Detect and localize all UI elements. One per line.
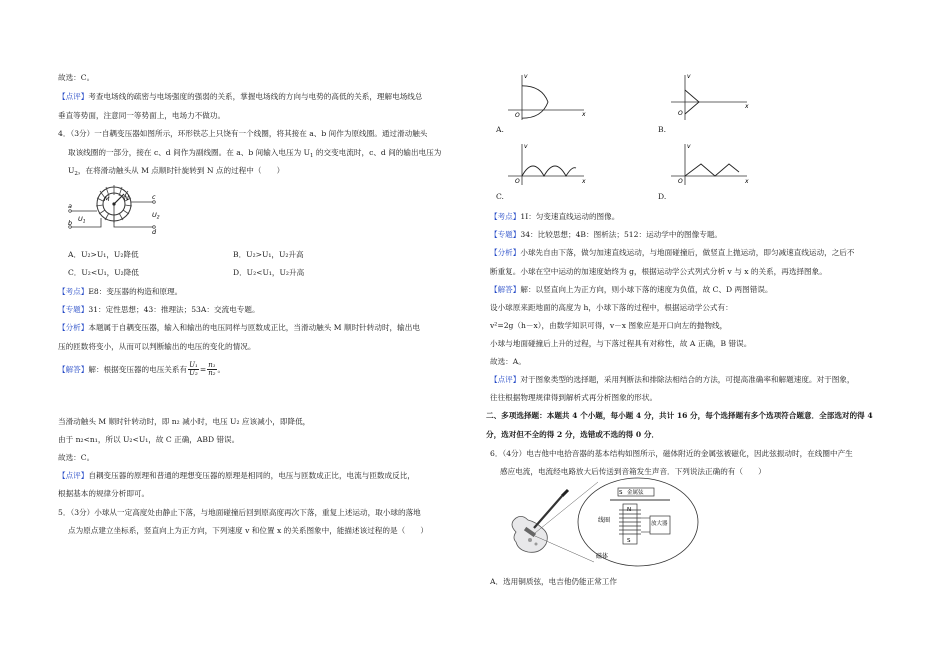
s-pole-top: S (619, 490, 623, 496)
terminal-a-label: a (68, 202, 72, 210)
analysis-line-1 (58, 323, 420, 333)
analysis-tag: 【分析】 (490, 248, 521, 257)
axis-v-label: v (687, 143, 691, 150)
u1-label: $U_1$ (78, 215, 86, 225)
topic-text: 34：比较思想；4B：图析法；512：运动学中的图像专题。 (520, 230, 723, 239)
comment-line-2: 根据基本的规律分析即可。 (58, 489, 150, 498)
graph-c-label: C. (496, 192, 504, 201)
q4-u-sub: 2 (74, 171, 78, 177)
metal-string-label: 金属弦 (627, 490, 644, 496)
comment-tag: 【点评】 (490, 375, 521, 384)
axis-x-label: x (745, 103, 749, 110)
knowledge-point-tag: 【考点】 (490, 212, 521, 221)
solution-tag: 【解答】 (490, 285, 521, 294)
solution-line-1 (490, 285, 773, 295)
q4-text-2: 的交变电流时，c、d 间的输出电压为 (313, 148, 442, 157)
axis-x-label: x (582, 111, 586, 118)
graph-a[interactable] (502, 70, 592, 130)
q4-u: U (68, 166, 75, 175)
point-m-label: M (104, 195, 110, 203)
axis-v-label: v (524, 143, 528, 150)
comment-line-1 (58, 471, 415, 481)
review-text: 考查电场线的疏密与电场强度的强弱的关系，掌握电场线的方向与电势的高低的关系，理解电场线总 (88, 92, 423, 101)
graph-b-label: B. (658, 125, 666, 134)
option-c[interactable]: C．U₂<U₁，U₂降低 (68, 268, 139, 277)
origin-label: O (515, 112, 520, 119)
solution-line-2: 设小球原来距地面的高度为 h，小球下落的过程中，根据运动学公式有： (490, 303, 733, 312)
graph-c[interactable] (502, 140, 592, 195)
terminal-b-label: b (68, 219, 73, 227)
comment-text: 对于图象类型的选择题，采用判断法和排除法相结合的方法，可提高准确率和解题速度。对于图象， (520, 375, 855, 384)
electric-guitar-icon (512, 490, 568, 552)
knowledge-point-tag: 【考点】 (58, 287, 89, 296)
q4-text: 取该线圈的一部分，接在 c、d 间作为副线圈。在 a、b 间输入电压为 U (68, 148, 310, 157)
magnet-label: 磁体 (596, 553, 609, 560)
terminal-d-label: d (152, 228, 157, 236)
knowledge-point-text: E8：变压器的构造和原理。 (88, 287, 183, 296)
review-line (58, 92, 423, 102)
review-tag: 【点评】 (58, 92, 89, 101)
u2-label: $U_2$ (152, 211, 160, 221)
analysis-text: 小球先自由下落，做匀加速直线运动，与地面碰撞后，做竖直上抛运动，即匀减速直线运动，之后不 (520, 248, 855, 257)
autotransformer-diagram (68, 180, 168, 236)
solution-line-4: 小球与地面碰撞后上升的过程，与下落过程具有对称性，故 A 正确，B 错误。 (490, 339, 752, 348)
solution-line-3: 由于 n₂<n₁，所以 U₂<U₁，故 C 正确，ABD 错误。 (58, 435, 240, 444)
analysis-text: 本题属于自耦变压器，输入和输出的电压同样与匝数成正比，当滑动触头 M 顺时针转动时，输出电 (88, 323, 420, 332)
question-6-line-1: 6．（4分）电吉他中电拾音器的基本结构如图所示，磁体附近的金属弦被磁化，因此弦振动时，在线圈中产生 (490, 449, 853, 458)
analysis-line-1 (490, 248, 855, 258)
solution-line-4: 故选：C。 (58, 453, 95, 462)
topic-text: 31：定性思想；43：推理法；53A：交流电专题。 (88, 305, 260, 314)
review-line-2: 垂直等势面，注意同一等势面上，电场力不做功。 (58, 111, 226, 120)
comment-tag: 【点评】 (58, 471, 89, 480)
answer-line: 故选：C。 (58, 73, 95, 82)
n-pole: N (627, 507, 632, 513)
solution-line-3: v²=2g（h－x），由数学知识可得，v－x 图象应是开口向左的抛物线， (490, 321, 728, 330)
amplifier-label: 放大器 (651, 521, 668, 527)
question-4-line-3 (68, 166, 284, 178)
origin-label: O (678, 178, 683, 185)
question-5-line-2: 点为原点建立坐标系，竖直向上为正方向，下列速度 v 和位置 x 的关系图象中，能描述该过程的是（ ） (68, 526, 428, 535)
graph-b[interactable] (665, 70, 755, 130)
analysis-tag: 【分析】 (58, 323, 89, 332)
section-2-heading-line-1: 二、多项选择题：本题共 4 个小题，每小题 4 分，共计 16 分，每个选择题有多个选项符合题意．全部选对的得 4 (486, 411, 873, 420)
topic-tag: 【专题】 (490, 230, 521, 239)
graph-d-label: D. (658, 192, 667, 201)
voltage-fraction: $\frac{\text{U₁}}{\text{U₂}}$ (189, 361, 198, 378)
q4-sub: 1 (310, 153, 314, 159)
solution-text: 解：以竖直向上为正方向，则小球下落的速度为负值，故 C、D 两图错误。 (520, 285, 773, 294)
question-4-line-2 (68, 148, 441, 160)
topic-line (58, 305, 260, 315)
axis-v-label: v (687, 73, 691, 80)
question-6-line-2: 感应电流，电流经电路放大后传送到音箱发生声音．下列说法正确的有（ ） (500, 467, 766, 476)
coil-label: 线圈 (598, 517, 611, 524)
comment-text: 自耦变压器的原理和普通的理想变压器的原理是相同的，电压与匝数成正比，电流与匝数成反比， (88, 471, 415, 480)
solution-text: 解：根据变压器的电压关系有 (88, 364, 188, 374)
terminal-c-label: c (152, 193, 156, 201)
analysis-line-2: 断重复。小球在空中运动的加速度始终为 g，根据运动学公式列式分析 v 与 x 的关系，再选择图象。 (490, 267, 827, 276)
option-a[interactable]: A．U₂>U₁，U₂降低 (68, 250, 139, 259)
knowledge-point-line (58, 287, 182, 297)
axis-x-label: x (582, 178, 586, 185)
solution-tag: 【解答】 (58, 364, 89, 374)
graph-a-label: A. (496, 125, 504, 134)
analysis-line-2: 压的匝数将变小，从而可以判断输出的电压的变化的情况。 (58, 342, 256, 351)
origin-label: O (515, 178, 520, 185)
knowledge-point-text: 1I：匀变速直线运动的图像。 (520, 212, 620, 221)
guitar-pickup-diagram (490, 476, 705, 568)
q4-text-3: ，在将滑动触头从 M 点顺时针旋转到 N 点的过程中（ ） (77, 166, 285, 175)
solution-line-1: 【解答】解：根据变压器的电压关系有 $\frac{\text{U₁}}{\text{U₂}}$ = $\frac{\text{n₁}}{\text{n₂}}$ 。 (58, 361, 226, 378)
topic-line (490, 230, 722, 240)
question-4-line-1: 4．（3分）一自耦变压器如图所示，环形铁芯上只饶有一个线圈，将其接在 a、b 间作为原线圈。通过滑动触头 (58, 129, 428, 138)
topic-tag: 【专题】 (58, 305, 89, 314)
comment-line-1 (490, 375, 855, 385)
q6-option-a[interactable]: A．选用铜质弦，电吉他仍能正常工作 (490, 577, 617, 586)
section-2-heading-line-2: 分，选对但不全的得 2 分，选错或不选的得 0 分． (486, 430, 660, 439)
turns-fraction: $\frac{\text{n₁}}{\text{n₂}}$ (208, 361, 216, 378)
option-b[interactable]: B．U₂>U₁，U₂升高 (233, 250, 304, 259)
axis-v-label: v (524, 73, 528, 80)
point-n-label: N (124, 194, 129, 202)
question-5-line-1: 5．（3分）小球从一定高度处由静止下落，与地面碰撞后回到原高度再次下落，重复上述运动，取小球的落地 (58, 508, 421, 517)
knowledge-point-line (490, 212, 619, 222)
option-d[interactable]: D．U₂<U₁，U₂升高 (233, 268, 305, 277)
solution-line-5: 故选：A。 (490, 357, 526, 366)
axis-x-label: x (745, 178, 749, 185)
origin-label: O (678, 110, 683, 117)
solution-line-2: 当滑动触头 M 顺时针转动时，即 n₂ 减小时，电压 U₂ 应该减小，即降低， (58, 417, 311, 426)
s-pole-bottom: S (627, 538, 631, 544)
comment-line-2: 往往根据物理规律得到解析式再分析图象的形状。 (490, 393, 658, 402)
graph-d[interactable] (665, 140, 755, 195)
